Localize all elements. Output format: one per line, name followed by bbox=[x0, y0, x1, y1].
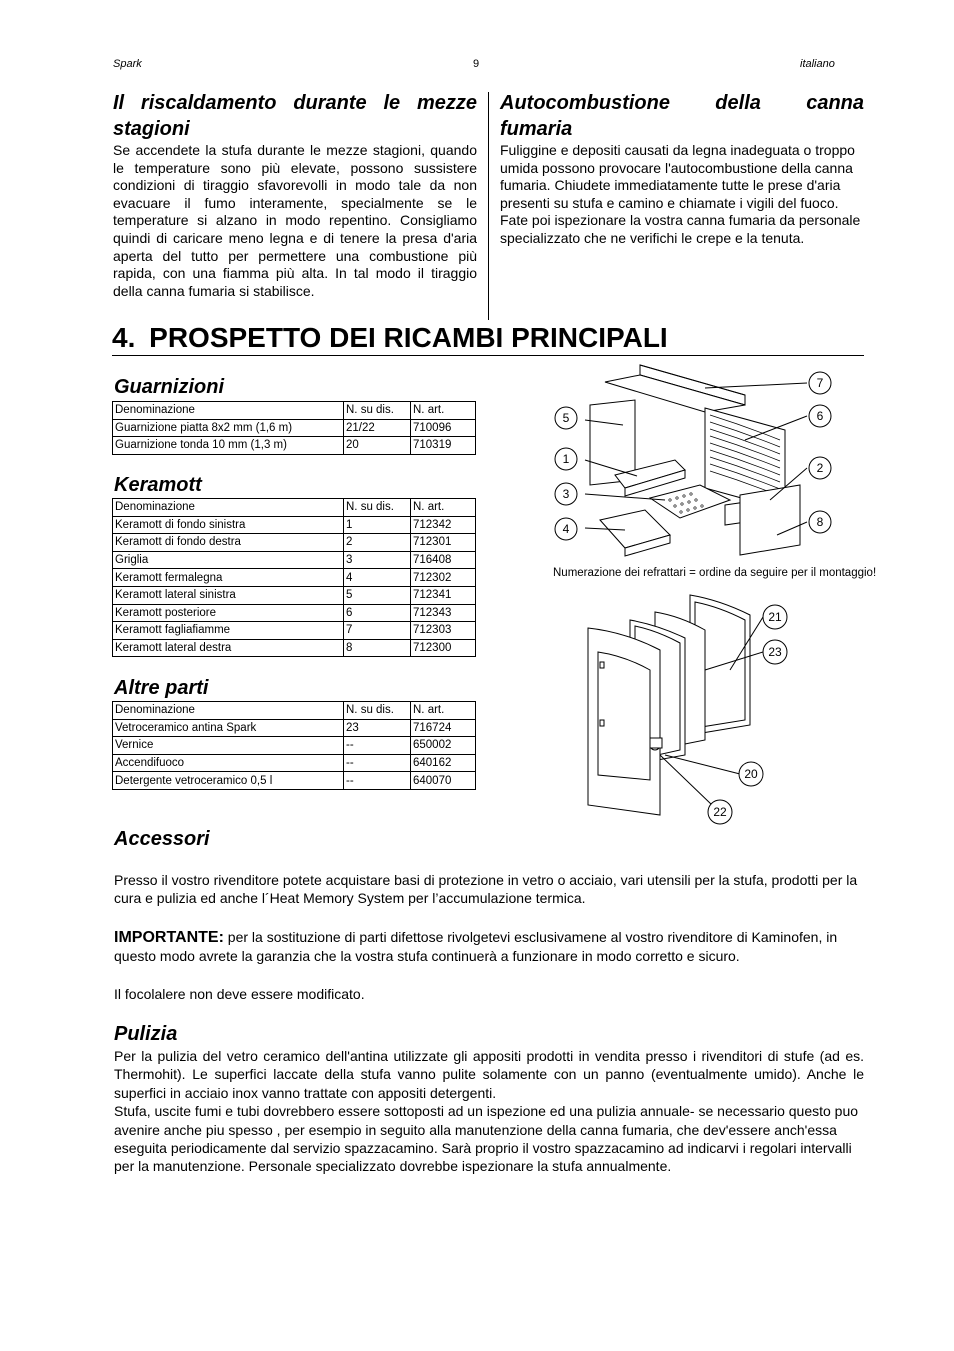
left-body: Se accendete la stufa durante le mezze stagioni, quando le temperature sono più elevate, possono sussistere condizioni di tiraggio sfavorevolli in modo tale da non evacuare il fumo interamente, specialmente se le temperature si alzano in modo repentino. Consigliamo quindi di caricare meno legna e di tenere la presa d'aria aperta del tutto per permettere una combustione più rapida, con una fiamma più alta. In tal modo il tiraggio della canna fumaria si stabilisce. bbox=[113, 142, 477, 299]
cell-art: 712303 bbox=[411, 622, 476, 640]
keramott-table bbox=[112, 498, 476, 657]
cell-num: 5 bbox=[344, 586, 411, 604]
label-5 bbox=[555, 407, 577, 429]
left-section bbox=[113, 90, 477, 300]
main-title-number: 4. bbox=[112, 322, 136, 353]
cell-num: 2 bbox=[344, 534, 411, 552]
cell-num: 3 bbox=[344, 551, 411, 569]
label-2 bbox=[809, 457, 831, 479]
table-row bbox=[113, 437, 476, 455]
page-number: 9 bbox=[473, 58, 480, 70]
cell-name: Keramott posteriore bbox=[113, 604, 344, 622]
label-6 bbox=[809, 405, 831, 427]
label-3 bbox=[555, 483, 577, 505]
svg-text:1: 1 bbox=[562, 452, 570, 466]
cell-name: Keramott di fondo sinistra bbox=[113, 516, 344, 534]
cell-num: -- bbox=[344, 754, 411, 772]
svg-text:21: 21 bbox=[768, 610, 782, 624]
cell-num: 1 bbox=[344, 516, 411, 534]
cell-art: 716724 bbox=[411, 719, 476, 737]
altre-title: Altre parti bbox=[114, 677, 209, 699]
right-section bbox=[500, 90, 864, 248]
table-row bbox=[113, 569, 476, 587]
cell-name: Keramott di fondo destra bbox=[113, 534, 344, 552]
accessori-title: Accessori bbox=[114, 828, 210, 850]
cell-art: 710096 bbox=[411, 419, 476, 437]
diagram-caption: Numerazione dei refrattari = ordine da seguire per il montaggio! bbox=[553, 567, 877, 579]
cell-name: Guarnizione tonda 10 mm (1,3 m) bbox=[113, 437, 344, 455]
cell-num: -- bbox=[344, 772, 411, 790]
cell-name: Detergente vetroceramico 0,5 l bbox=[113, 772, 344, 790]
main-title bbox=[112, 322, 668, 354]
cell-name: Accendifuoco bbox=[113, 754, 344, 772]
table-row bbox=[113, 604, 476, 622]
cell-name: Guarnizione piatta 8x2 mm (1,6 m) bbox=[113, 419, 344, 437]
table-row bbox=[113, 737, 476, 755]
column-divider bbox=[488, 92, 489, 320]
pulizia-para2: Stufa, uscite fumi e tubi dovrebbero essere sottoposti ad un ispezione ed una pulizia annuale- se necessario questo puo avenire anche piu spesso , per esempio in seguito alla manutenzione della canna fumaria, che dev'essere anch'essa eseguita periodicamente dal servizio spazzacamino. Sarà proprio il vostro spazzacamino ad indicarvi i regolari intervalli per la manutenzione. Personale specializzato dovrebbe ispezionare la stufa annualmente. bbox=[114, 1103, 859, 1175]
cell-name: Keramott fermalegna bbox=[113, 569, 344, 587]
cell-art: 640070 bbox=[411, 772, 476, 790]
label-4 bbox=[555, 518, 577, 540]
table-row bbox=[113, 754, 476, 772]
refractory-diagram bbox=[545, 360, 875, 565]
cell-num: 4 bbox=[344, 569, 411, 587]
cell-num: -- bbox=[344, 737, 411, 755]
label-8 bbox=[809, 511, 831, 533]
cell-name: Keramott lateral sinistra bbox=[113, 586, 344, 604]
cell-art: 712300 bbox=[411, 639, 476, 657]
focolare-note: Il focolalere non deve essere modificato. bbox=[114, 986, 365, 1002]
table-header-row bbox=[113, 702, 476, 720]
label-7 bbox=[809, 372, 831, 394]
header-name: Denominazione bbox=[113, 702, 344, 720]
cell-num: 20 bbox=[344, 437, 411, 455]
important-text: per la sostituzione di parti difettose rivolgetevi esclusivamene al vostro rivenditore di Kaminofen, in questo modo avrete la garanzia che la vostra stufa continuerà a funzionare in modo corretto e sicuro. bbox=[114, 929, 838, 965]
cell-art: 716408 bbox=[411, 551, 476, 569]
svg-text:5: 5 bbox=[562, 411, 570, 425]
svg-text:23: 23 bbox=[768, 645, 782, 659]
left-heading-line2: stagioni bbox=[113, 118, 190, 140]
cell-num: 23 bbox=[344, 719, 411, 737]
table-row bbox=[113, 719, 476, 737]
table-row bbox=[113, 639, 476, 657]
svg-text:2: 2 bbox=[816, 461, 824, 475]
cell-art: 712301 bbox=[411, 534, 476, 552]
pulizia-body bbox=[114, 1047, 864, 1176]
svg-text:3: 3 bbox=[562, 487, 570, 501]
pulizia-title: Pulizia bbox=[114, 1023, 178, 1045]
header-art: N. art. bbox=[411, 499, 476, 517]
cell-art: 710319 bbox=[411, 437, 476, 455]
label-20 bbox=[739, 762, 763, 786]
altre-table bbox=[112, 701, 476, 790]
header-art: N. art. bbox=[411, 402, 476, 420]
cell-num: 8 bbox=[344, 639, 411, 657]
pulizia-para1: Per la pulizia del vetro ceramico dell'antina utilizzate gli appositi prodotti in vendita presso i rivenditori di stufe (ad es. Thermohit). Le superfici laccate della stufa vanno pulite solamente con un panno (eventualmente umido). Anche le superfici in acciaio inox vanno trattate con appositi detergenti. bbox=[114, 1048, 864, 1101]
cell-name: Griglia bbox=[113, 551, 344, 569]
header-left: Spark bbox=[113, 58, 142, 70]
label-1 bbox=[555, 448, 577, 470]
header-num: N. su dis. bbox=[344, 402, 411, 420]
svg-text:8: 8 bbox=[816, 515, 824, 529]
guarnizioni-table bbox=[112, 401, 476, 455]
cell-name: Vernice bbox=[113, 737, 344, 755]
svg-text:6: 6 bbox=[816, 409, 824, 423]
header-right: italiano bbox=[800, 58, 835, 70]
header-name: Denominazione bbox=[113, 499, 344, 517]
cell-art: 712341 bbox=[411, 586, 476, 604]
table-row bbox=[113, 551, 476, 569]
table-row bbox=[113, 419, 476, 437]
header-num: N. su dis. bbox=[344, 702, 411, 720]
cell-art: 712342 bbox=[411, 516, 476, 534]
svg-text:7: 7 bbox=[816, 376, 824, 390]
cell-num: 21/22 bbox=[344, 419, 411, 437]
right-heading-line2: fumaria bbox=[500, 118, 573, 140]
table-row bbox=[113, 772, 476, 790]
table-row bbox=[113, 516, 476, 534]
label-22 bbox=[708, 800, 732, 824]
main-title-text: PROSPETTO DEI RICAMBI PRINCIPALI bbox=[149, 322, 668, 353]
svg-text:22: 22 bbox=[713, 805, 727, 819]
table-row bbox=[113, 622, 476, 640]
table-row bbox=[113, 586, 476, 604]
cell-num: 7 bbox=[344, 622, 411, 640]
cell-name: Vetroceramico antina Spark bbox=[113, 719, 344, 737]
cell-art: 712343 bbox=[411, 604, 476, 622]
table-row bbox=[113, 534, 476, 552]
table-header-row bbox=[113, 499, 476, 517]
cell-art: 712302 bbox=[411, 569, 476, 587]
important-label: IMPORTANTE: bbox=[114, 929, 224, 946]
label-23 bbox=[763, 640, 787, 664]
keramott-title: Keramott bbox=[114, 474, 202, 496]
cell-art: 640162 bbox=[411, 754, 476, 772]
door-diagram bbox=[580, 590, 800, 830]
header-num: N. su dis. bbox=[344, 499, 411, 517]
right-heading-line1: Autocombustione della canna bbox=[500, 92, 864, 114]
guarnizioni-title: Guarnizioni bbox=[114, 376, 224, 398]
right-body: Fuliggine e depositi causati da legna inadeguata o troppo umida possono provocare l'autocombustione della canna fumaria. Chiudete immediatamente tutte le prese d'aria presenti su stufa e camino e chiamate i vigili del fuoco. Fate poi ispezionare la vostra canna fumaria da personale specializzato che ne verifichi le crepe e la tenuta. bbox=[500, 142, 861, 246]
cell-name: Keramott fagliafiamme bbox=[113, 622, 344, 640]
cell-name: Keramott lateral destra bbox=[113, 639, 344, 657]
svg-text:20: 20 bbox=[744, 767, 758, 781]
cell-art: 650002 bbox=[411, 737, 476, 755]
label-21 bbox=[763, 605, 787, 629]
cell-num: 6 bbox=[344, 604, 411, 622]
header-name: Denominazione bbox=[113, 402, 344, 420]
table-header-row bbox=[113, 402, 476, 420]
important-note bbox=[114, 928, 864, 966]
accessori-body: Presso il vostro rivenditore potete acquistare basi di protezione in vetro o acciaio, vari utensili per la stufa, prodotti per la cura e pulizia ed anche l´Heat Memory System per l’accumulazione termica. bbox=[114, 872, 858, 907]
header-art: N. art. bbox=[411, 702, 476, 720]
left-heading-line1: Il riscaldamento durante le mezze bbox=[113, 92, 477, 114]
svg-text:4: 4 bbox=[562, 522, 570, 536]
title-underline bbox=[112, 355, 864, 356]
